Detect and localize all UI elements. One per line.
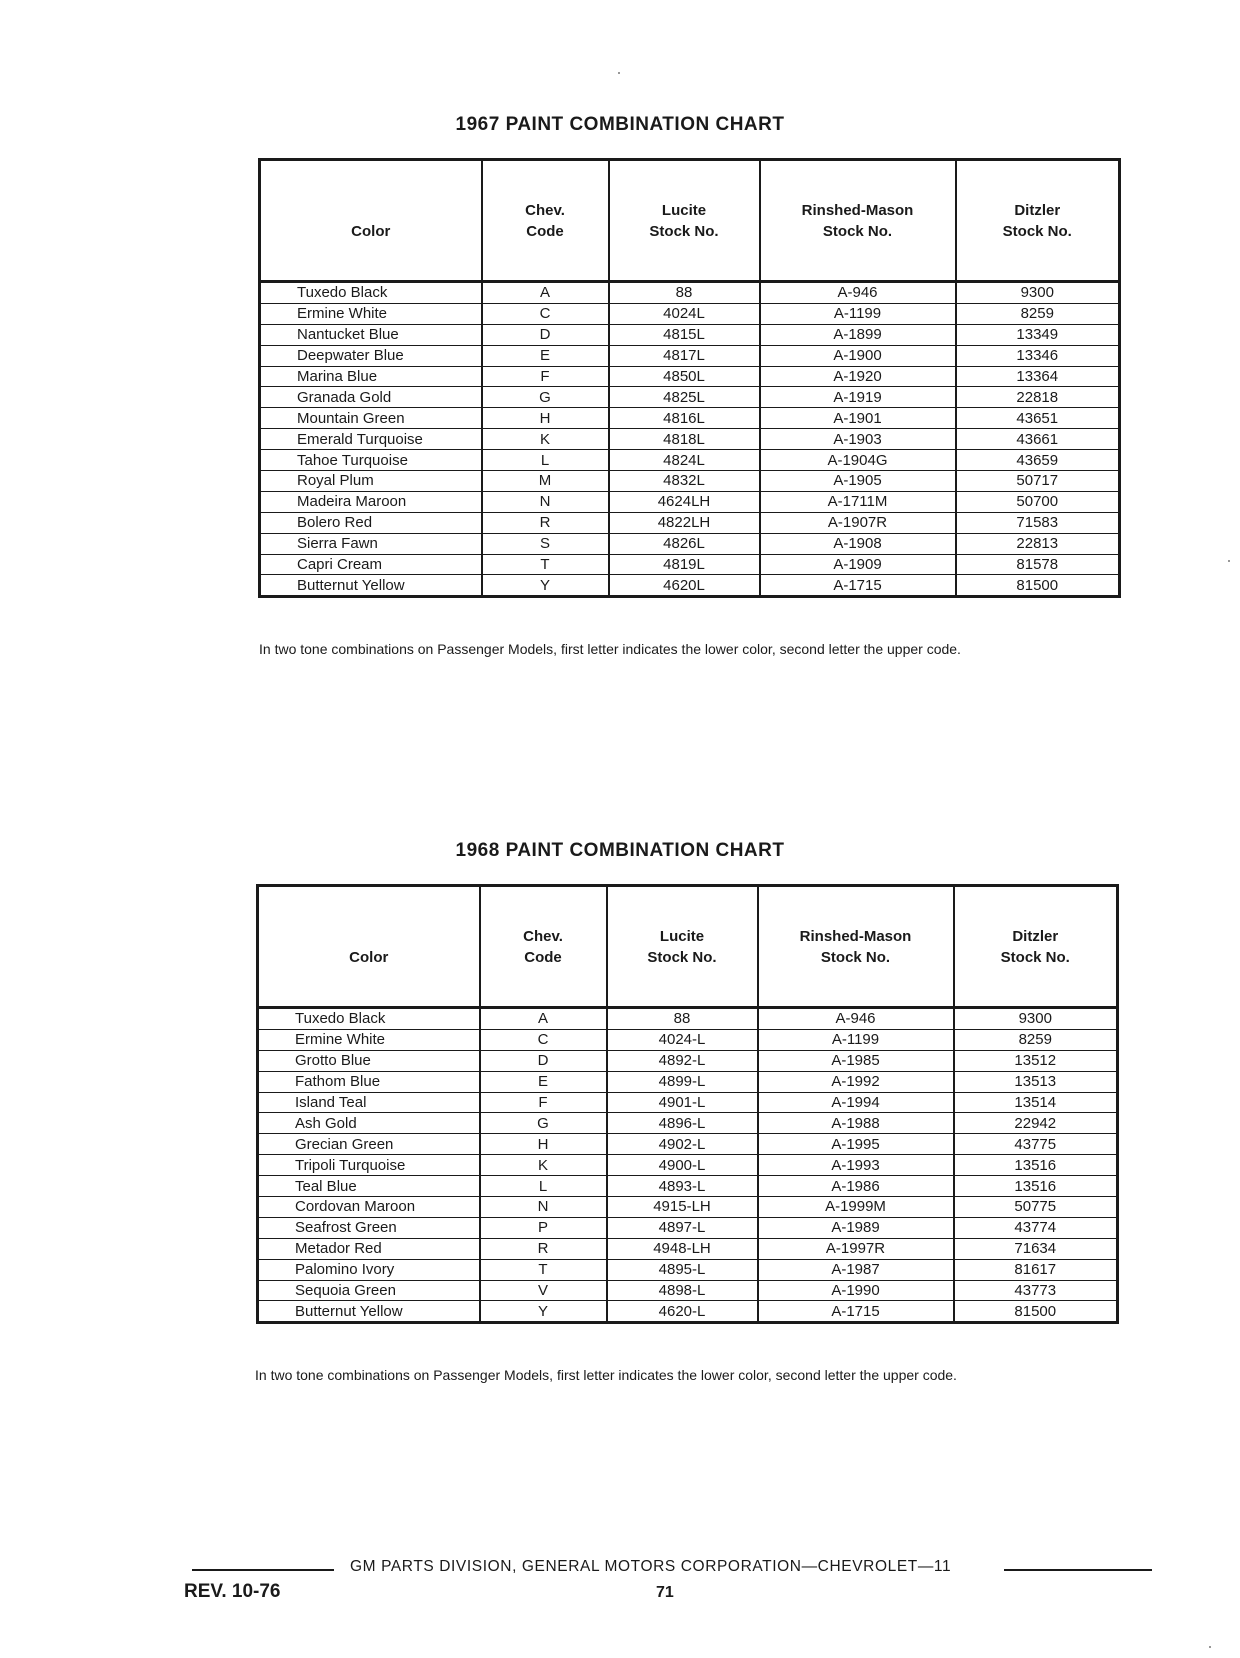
chev-code-cell: K	[482, 429, 609, 450]
chev-code-cell: F	[480, 1092, 607, 1113]
header-rinshed-mason: Rinshed-Mason Stock No.	[758, 886, 954, 1008]
table-row	[258, 1238, 1118, 1259]
lucite-stock-cell: 88	[607, 1008, 758, 1030]
ditzler-stock-cell: 71583	[956, 512, 1120, 533]
rinshed-mason-stock-cell: A-1711M	[760, 491, 956, 512]
lucite-stock-cell: 4815L	[609, 324, 760, 345]
color-name-cell: Teal Blue	[258, 1176, 480, 1197]
lucite-stock-cell: 4620L	[609, 575, 760, 597]
ditzler-stock-cell: 13364	[956, 366, 1120, 387]
lucite-stock-cell: 4024L	[609, 303, 760, 324]
rinshed-mason-stock-cell: A-1715	[760, 575, 956, 597]
lucite-stock-cell: 4024-L	[607, 1029, 758, 1050]
color-name-cell: Butternut Yellow	[260, 575, 482, 597]
revision-label: REV. 10-76	[184, 1581, 281, 1602]
ditzler-stock-cell: 50700	[956, 491, 1120, 512]
ditzler-stock-cell: 9300	[954, 1008, 1118, 1030]
ditzler-stock-cell: 71634	[954, 1238, 1118, 1259]
color-name-cell: Island Teal	[258, 1092, 480, 1113]
rinshed-mason-stock-cell: A-1920	[760, 366, 956, 387]
rinshed-mason-stock-cell: A-1992	[758, 1071, 954, 1092]
table-row	[258, 1280, 1118, 1301]
color-name-cell: Tahoe Turquoise	[260, 450, 482, 471]
rinshed-mason-stock-cell: A-946	[758, 1008, 954, 1030]
ditzler-stock-cell: 50775	[954, 1197, 1118, 1218]
table-row	[260, 533, 1120, 554]
ditzler-stock-cell: 13514	[954, 1092, 1118, 1113]
ditzler-stock-cell: 13346	[956, 345, 1120, 366]
table-row	[260, 282, 1120, 304]
chev-code-cell: F	[482, 366, 609, 387]
rinshed-mason-stock-cell: A-1995	[758, 1134, 954, 1155]
header-lucite: Lucite Stock No.	[609, 160, 760, 282]
color-name-cell: Capri Cream	[260, 554, 482, 575]
lucite-stock-cell: 4897-L	[607, 1217, 758, 1238]
rinshed-mason-stock-cell: A-1903	[760, 429, 956, 450]
chev-code-cell: T	[482, 554, 609, 575]
two-tone-note-1967: In two tone combinations on Passenger Models, first letter indicates the lower color, second letter the upper code.	[259, 641, 961, 657]
color-name-cell: Sierra Fawn	[260, 533, 482, 554]
header-row	[258, 886, 1118, 1008]
chev-code-cell: R	[480, 1238, 607, 1259]
ditzler-stock-cell: 81500	[956, 575, 1120, 597]
header-chev-code: Chev. Code	[480, 886, 607, 1008]
table-row	[258, 1008, 1118, 1030]
header-color: Color	[258, 886, 480, 1008]
chev-code-cell: A	[480, 1008, 607, 1030]
color-name-cell: Tuxedo Black	[260, 282, 482, 304]
table-row	[260, 303, 1120, 324]
chev-code-cell: P	[480, 1217, 607, 1238]
rinshed-mason-stock-cell: A-1199	[760, 303, 956, 324]
table-row	[260, 408, 1120, 429]
paint-table-1967	[258, 158, 1121, 598]
color-name-cell: Tuxedo Black	[258, 1008, 480, 1030]
header-row	[260, 160, 1120, 282]
lucite-stock-cell: 4896-L	[607, 1113, 758, 1134]
ditzler-stock-cell: 13512	[954, 1050, 1118, 1071]
footer-rule-left	[192, 1569, 334, 1571]
table-body-1968	[258, 1008, 1118, 1323]
ditzler-stock-cell: 13513	[954, 1071, 1118, 1092]
table-row	[258, 1155, 1118, 1176]
table-row	[260, 429, 1120, 450]
color-name-cell: Sequoia Green	[258, 1280, 480, 1301]
lucite-stock-cell: 4816L	[609, 408, 760, 429]
lucite-stock-cell: 4819L	[609, 554, 760, 575]
lucite-stock-cell: 4948-LH	[607, 1238, 758, 1259]
table-row	[260, 366, 1120, 387]
rinshed-mason-stock-cell: A-946	[760, 282, 956, 304]
header-lucite: Lucite Stock No.	[607, 886, 758, 1008]
lucite-stock-cell: 4822LH	[609, 512, 760, 533]
chev-code-cell: G	[480, 1113, 607, 1134]
color-name-cell: Ash Gold	[258, 1113, 480, 1134]
rinshed-mason-stock-cell: A-1905	[760, 471, 956, 492]
lucite-stock-cell: 4901-L	[607, 1092, 758, 1113]
table-row	[258, 1217, 1118, 1238]
table-row	[258, 1050, 1118, 1071]
lucite-stock-cell: 4895-L	[607, 1259, 758, 1280]
ditzler-stock-cell: 13516	[954, 1176, 1118, 1197]
paint-table-1968	[256, 884, 1119, 1324]
ditzler-stock-cell: 22813	[956, 533, 1120, 554]
ditzler-stock-cell: 13516	[954, 1155, 1118, 1176]
table-row	[258, 1259, 1118, 1280]
footer-publisher: GM PARTS DIVISION, GENERAL MOTORS CORPORATION—CHEVROLET—11	[350, 1558, 952, 1575]
table-row	[258, 1092, 1118, 1113]
rinshed-mason-stock-cell: A-1993	[758, 1155, 954, 1176]
rinshed-mason-stock-cell: A-1988	[758, 1113, 954, 1134]
lucite-stock-cell: 4902-L	[607, 1134, 758, 1155]
ditzler-stock-cell: 43651	[956, 408, 1120, 429]
lucite-stock-cell: 88	[609, 282, 760, 304]
rinshed-mason-stock-cell: A-1908	[760, 533, 956, 554]
rinshed-mason-stock-cell: A-1199	[758, 1029, 954, 1050]
color-name-cell: Grotto Blue	[258, 1050, 480, 1071]
lucite-stock-cell: 4817L	[609, 345, 760, 366]
chev-code-cell: V	[480, 1280, 607, 1301]
ditzler-stock-cell: 81617	[954, 1259, 1118, 1280]
color-name-cell: Granada Gold	[260, 387, 482, 408]
scan-speck	[618, 72, 620, 74]
color-name-cell: Palomino Ivory	[258, 1259, 480, 1280]
chev-code-cell: M	[482, 471, 609, 492]
ditzler-stock-cell: 13349	[956, 324, 1120, 345]
chev-code-cell: K	[480, 1155, 607, 1176]
rinshed-mason-stock-cell: A-1901	[760, 408, 956, 429]
color-name-cell: Ermine White	[258, 1029, 480, 1050]
lucite-stock-cell: 4850L	[609, 366, 760, 387]
table-row	[260, 512, 1120, 533]
ditzler-stock-cell: 22818	[956, 387, 1120, 408]
lucite-stock-cell: 4892-L	[607, 1050, 758, 1071]
chev-code-cell: L	[480, 1176, 607, 1197]
chev-code-cell: Y	[482, 575, 609, 597]
ditzler-stock-cell: 43774	[954, 1217, 1118, 1238]
ditzler-stock-cell: 81500	[954, 1301, 1118, 1323]
lucite-stock-cell: 4832L	[609, 471, 760, 492]
header-color: Color	[260, 160, 482, 282]
color-name-cell: Fathom Blue	[258, 1071, 480, 1092]
ditzler-stock-cell: 9300	[956, 282, 1120, 304]
rinshed-mason-stock-cell: A-1989	[758, 1217, 954, 1238]
ditzler-stock-cell: 8259	[956, 303, 1120, 324]
rinshed-mason-stock-cell: A-1900	[760, 345, 956, 366]
footer-rule-right	[1004, 1569, 1152, 1571]
color-name-cell: Emerald Turquoise	[260, 429, 482, 450]
color-name-cell: Marina Blue	[260, 366, 482, 387]
color-name-cell: Deepwater Blue	[260, 345, 482, 366]
chev-code-cell: T	[480, 1259, 607, 1280]
chart-title-1967: 1967 PAINT COMBINATION CHART	[455, 114, 785, 135]
color-name-cell: Tripoli Turquoise	[258, 1155, 480, 1176]
lucite-stock-cell: 4624LH	[609, 491, 760, 512]
two-tone-note-1968: In two tone combinations on Passenger Models, first letter indicates the lower color, second letter the upper code.	[255, 1367, 957, 1383]
table-row	[260, 450, 1120, 471]
chev-code-cell: N	[482, 491, 609, 512]
rinshed-mason-stock-cell: A-1904G	[760, 450, 956, 471]
chev-code-cell: R	[482, 512, 609, 533]
color-name-cell: Metador Red	[258, 1238, 480, 1259]
table-row	[260, 471, 1120, 492]
table-row	[260, 554, 1120, 575]
ditzler-stock-cell: 43659	[956, 450, 1120, 471]
chev-code-cell: H	[482, 408, 609, 429]
rinshed-mason-stock-cell: A-1986	[758, 1176, 954, 1197]
table-row	[258, 1301, 1118, 1323]
rinshed-mason-stock-cell: A-1907R	[760, 512, 956, 533]
ditzler-stock-cell: 43773	[954, 1280, 1118, 1301]
rinshed-mason-stock-cell: A-1987	[758, 1259, 954, 1280]
lucite-stock-cell: 4898-L	[607, 1280, 758, 1301]
color-name-cell: Nantucket Blue	[260, 324, 482, 345]
table-row	[260, 345, 1120, 366]
ditzler-stock-cell: 22942	[954, 1113, 1118, 1134]
table-row	[258, 1134, 1118, 1155]
color-name-cell: Cordovan Maroon	[258, 1197, 480, 1218]
chev-code-cell: L	[482, 450, 609, 471]
lucite-stock-cell: 4620-L	[607, 1301, 758, 1323]
chev-code-cell: E	[480, 1071, 607, 1092]
color-name-cell: Butternut Yellow	[258, 1301, 480, 1323]
rinshed-mason-stock-cell: A-1985	[758, 1050, 954, 1071]
scan-speck	[1228, 560, 1230, 562]
page-number: 71	[656, 1584, 674, 1601]
chev-code-cell: D	[480, 1050, 607, 1071]
chart-title-1968: 1968 PAINT COMBINATION CHART	[455, 840, 785, 861]
lucite-stock-cell: 4893-L	[607, 1176, 758, 1197]
rinshed-mason-stock-cell: A-1909	[760, 554, 956, 575]
lucite-stock-cell: 4826L	[609, 533, 760, 554]
table-row	[258, 1071, 1118, 1092]
table-row	[260, 491, 1120, 512]
lucite-stock-cell: 4824L	[609, 450, 760, 471]
table-row	[260, 387, 1120, 408]
table-row	[258, 1029, 1118, 1050]
color-name-cell: Madeira Maroon	[260, 491, 482, 512]
rinshed-mason-stock-cell: A-1715	[758, 1301, 954, 1323]
chev-code-cell: N	[480, 1197, 607, 1218]
table-row	[258, 1197, 1118, 1218]
ditzler-stock-cell: 81578	[956, 554, 1120, 575]
chev-code-cell: A	[482, 282, 609, 304]
header-ditzler: Ditzler Stock No.	[956, 160, 1120, 282]
scan-speck	[1209, 1646, 1211, 1648]
lucite-stock-cell: 4818L	[609, 429, 760, 450]
rinshed-mason-stock-cell: A-1990	[758, 1280, 954, 1301]
chev-code-cell: H	[480, 1134, 607, 1155]
color-name-cell: Seafrost Green	[258, 1217, 480, 1238]
color-name-cell: Grecian Green	[258, 1134, 480, 1155]
color-name-cell: Bolero Red	[260, 512, 482, 533]
table-row	[260, 324, 1120, 345]
table-row	[260, 575, 1120, 597]
ditzler-stock-cell: 8259	[954, 1029, 1118, 1050]
color-name-cell: Ermine White	[260, 303, 482, 324]
chev-code-cell: Y	[480, 1301, 607, 1323]
lucite-stock-cell: 4900-L	[607, 1155, 758, 1176]
table-row	[258, 1176, 1118, 1197]
rinshed-mason-stock-cell: A-1997R	[758, 1238, 954, 1259]
rinshed-mason-stock-cell: A-1994	[758, 1092, 954, 1113]
chev-code-cell: D	[482, 324, 609, 345]
chev-code-cell: S	[482, 533, 609, 554]
table-body-1967	[260, 282, 1120, 597]
rinshed-mason-stock-cell: A-1999M	[758, 1197, 954, 1218]
header-chev-code: Chev. Code	[482, 160, 609, 282]
color-name-cell: Royal Plum	[260, 471, 482, 492]
chev-code-cell: C	[482, 303, 609, 324]
ditzler-stock-cell: 43661	[956, 429, 1120, 450]
rinshed-mason-stock-cell: A-1919	[760, 387, 956, 408]
header-rinshed-mason: Rinshed-Mason Stock No.	[760, 160, 956, 282]
rinshed-mason-stock-cell: A-1899	[760, 324, 956, 345]
color-name-cell: Mountain Green	[260, 408, 482, 429]
lucite-stock-cell: 4825L	[609, 387, 760, 408]
lucite-stock-cell: 4899-L	[607, 1071, 758, 1092]
lucite-stock-cell: 4915-LH	[607, 1197, 758, 1218]
header-ditzler: Ditzler Stock No.	[954, 886, 1118, 1008]
ditzler-stock-cell: 43775	[954, 1134, 1118, 1155]
ditzler-stock-cell: 50717	[956, 471, 1120, 492]
table-row	[258, 1113, 1118, 1134]
chev-code-cell: C	[480, 1029, 607, 1050]
chev-code-cell: E	[482, 345, 609, 366]
chev-code-cell: G	[482, 387, 609, 408]
